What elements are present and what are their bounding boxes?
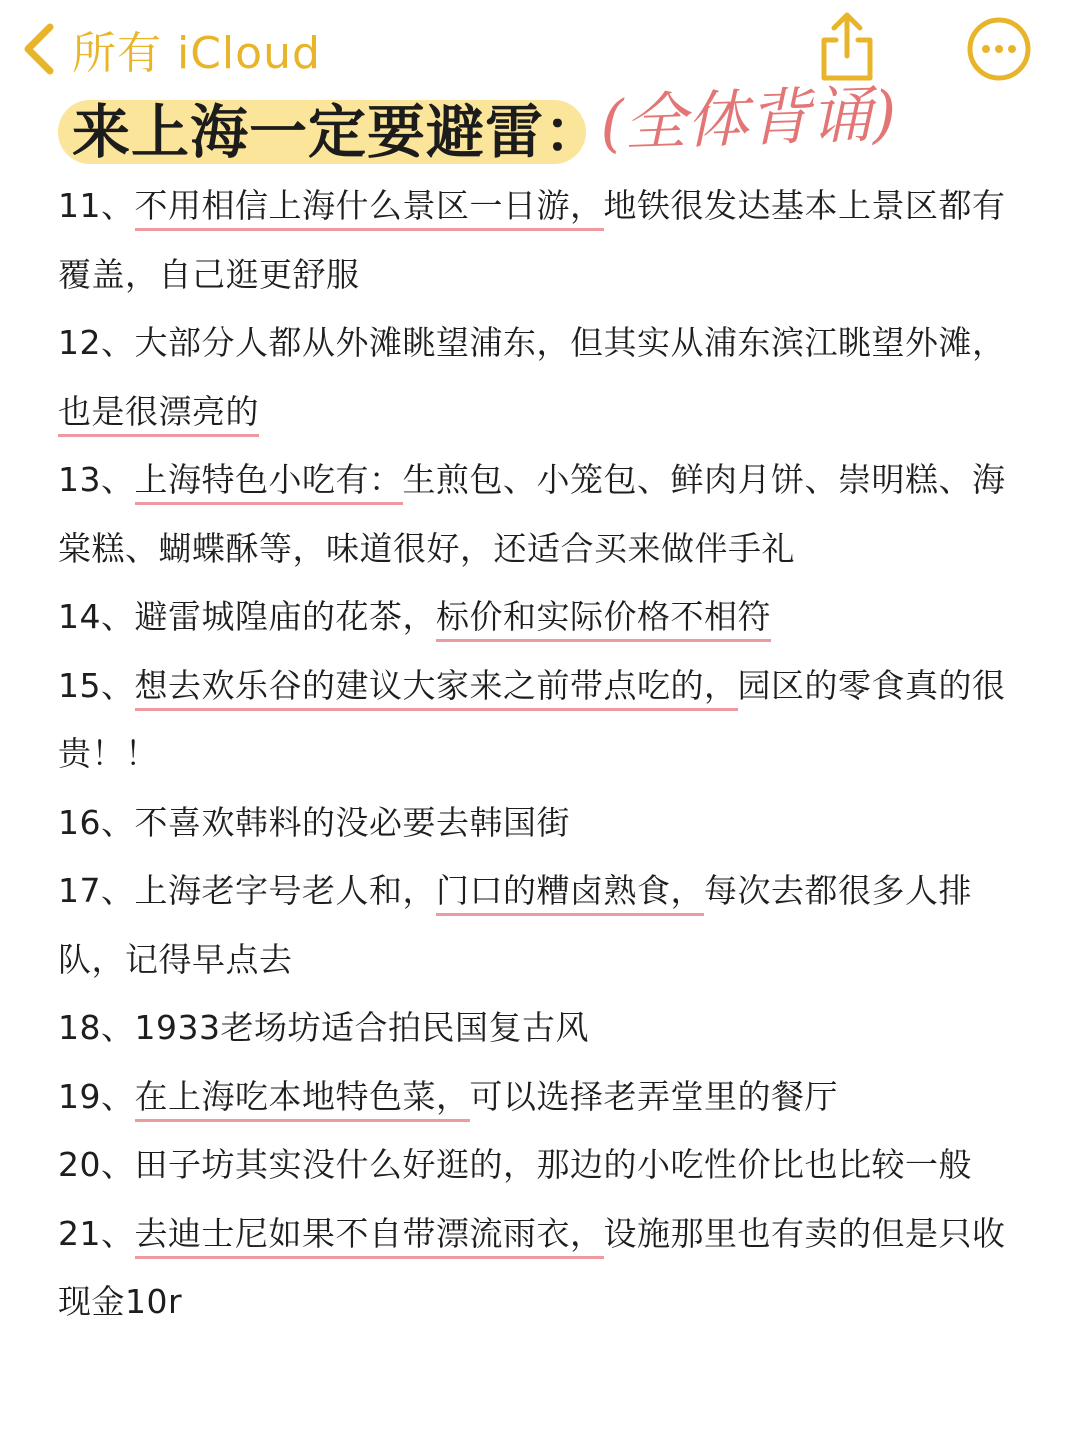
list-item xyxy=(58,1063,1033,1132)
item-text: 田子坊其实没什么好逛的，那边的小吃性价比也比较一般 xyxy=(134,1145,972,1184)
item-number: 13、 xyxy=(58,460,135,499)
list-item xyxy=(58,446,1033,583)
item-number: 16、 xyxy=(58,802,135,842)
more-button[interactable] xyxy=(966,16,1032,82)
item-text: 生煎包、小笼包、鲜肉月饼、崇明糕、海棠糕、蝴蝶酥等，味道很好，还适合买来做伴手礼 xyxy=(58,460,1006,568)
item-highlighted-text: 标价和实际价格不相符 xyxy=(436,597,771,646)
back-button[interactable] xyxy=(18,14,321,84)
item-text: 每次去都很多人排队，记得早点去 xyxy=(58,871,972,979)
item-text: 大部分人都从外滩眺望浦东，但其实从浦东滨江眺望外滩， xyxy=(134,323,1006,362)
item-highlighted-text: 去迪士尼如果不自带漂流雨衣， xyxy=(135,1214,604,1263)
chevron-left-icon xyxy=(18,21,58,77)
item-text: 避雷城隍庙的花茶， xyxy=(134,597,436,636)
list-item xyxy=(58,652,1033,789)
list-item xyxy=(58,789,1033,858)
list-item xyxy=(58,1200,1033,1337)
tips-list xyxy=(58,172,1033,1337)
item-highlighted-text: 也是很漂亮的 xyxy=(58,392,259,441)
item-text: 可以选择老弄堂里的餐厅 xyxy=(469,1076,838,1116)
navigation-bar xyxy=(0,0,1080,96)
list-item xyxy=(58,1131,1033,1200)
back-label: 所有 iCloud xyxy=(72,28,321,79)
handwritten-annotation: (全体背诵) xyxy=(598,76,898,161)
item-text: 设施那里也有卖的但是只收现金10r xyxy=(58,1213,1006,1321)
item-highlighted-text: 在上海吃本地特色菜， xyxy=(135,1077,470,1126)
item-text: 上海老字号老人和， xyxy=(134,871,436,910)
item-number: 14、 xyxy=(58,597,135,636)
more-icon xyxy=(966,67,1032,86)
list-item xyxy=(58,994,1033,1063)
item-highlighted-text: 门口的糟卤熟食， xyxy=(436,871,704,920)
item-number: 18、 xyxy=(58,1008,135,1047)
item-number: 20、 xyxy=(58,1145,135,1184)
item-number: 12、 xyxy=(58,323,135,362)
list-item xyxy=(58,309,1033,446)
note-title: 来上海一定要避雷： xyxy=(72,98,604,166)
item-number: 21、 xyxy=(58,1213,135,1253)
item-highlighted-text: 上海特色小吃有： xyxy=(135,460,403,509)
item-number: 15、 xyxy=(58,665,135,705)
list-item xyxy=(58,857,1033,994)
item-number: 17、 xyxy=(58,871,135,910)
item-text: 园区的零食真的很贵！！ xyxy=(58,665,1006,773)
item-text: 不喜欢韩料的没必要去韩国街 xyxy=(134,802,570,842)
item-text: 地铁很发达基本上景区都有覆盖，自己逛更舒服 xyxy=(58,186,1006,294)
item-highlighted-text: 不用相信上海什么景区一日游， xyxy=(135,186,604,235)
item-number: 19、 xyxy=(58,1076,135,1116)
item-number: 11、 xyxy=(58,186,135,225)
list-item xyxy=(58,172,1033,309)
item-highlighted-text: 想去欢乐谷的建议大家来之前带点吃的， xyxy=(135,666,738,715)
item-text: 1933老场坊适合拍民国复古风 xyxy=(134,1008,589,1047)
list-item xyxy=(58,583,1033,652)
